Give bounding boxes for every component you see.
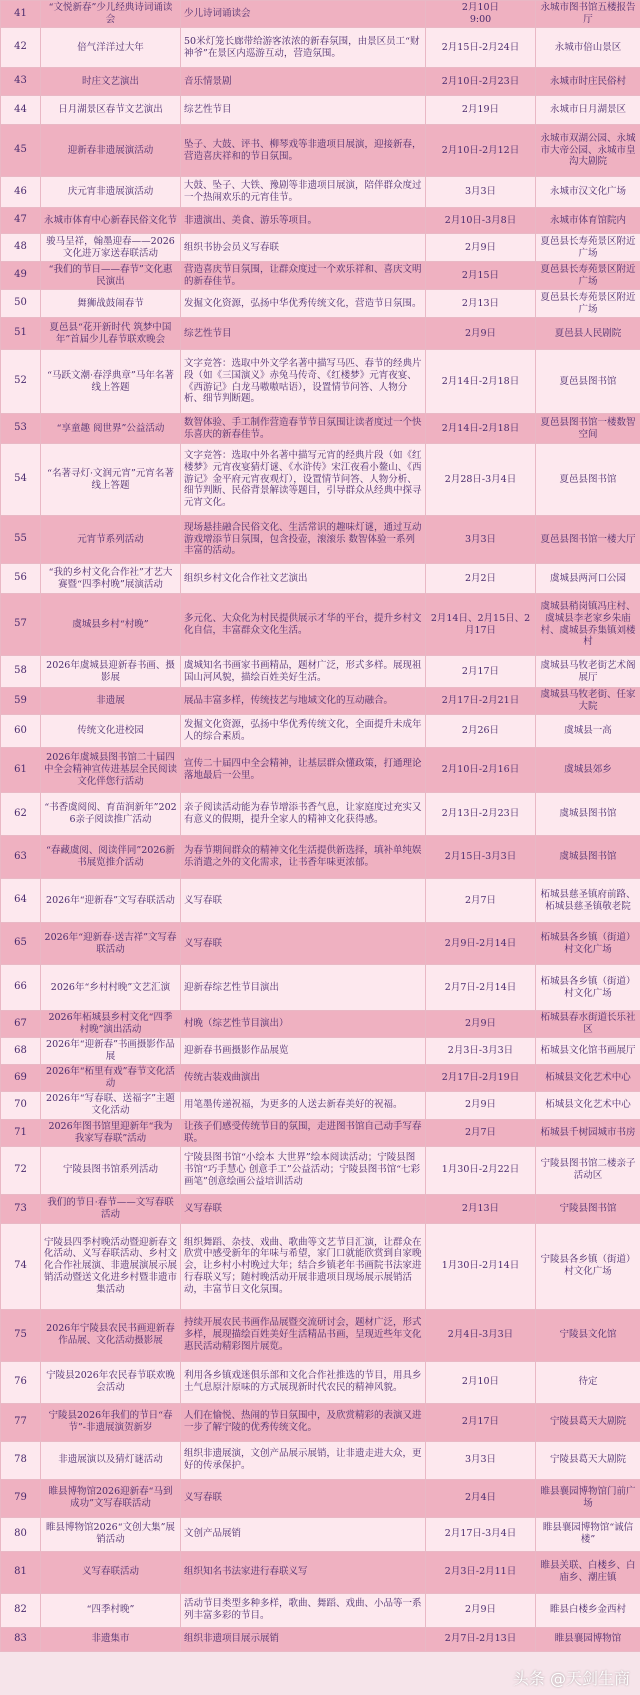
table-row [1, 965, 640, 1011]
event-place: 夏邑县长寿苑景区附近广场 [536, 290, 640, 318]
event-name: 2026年柘城县乡村文化“四季村晚”演出活动 [41, 1011, 181, 1038]
row-number: 57 [1, 594, 41, 656]
event-name: 夏邑县“花开新时代 筑梦中国年”首届少儿春节联欢晚会 [41, 318, 181, 350]
event-name: 宁陵县2026年农民春节联欢晚会活动 [41, 1361, 181, 1403]
row-number: 42 [1, 28, 41, 68]
event-time: 2月17日-2月19日 [426, 1065, 536, 1092]
row-number: 43 [1, 68, 41, 96]
event-time: 2月17日 [426, 1403, 536, 1441]
row-number: 83 [1, 1627, 41, 1651]
event-content: 数智体验、手工制作营造春节节日氛围让读者度过一个快乐喜庆的新春佳节。 [181, 414, 426, 444]
event-content: 让孩子们感受传统节日的氛围，走进图书馆自己动手写春联。 [181, 1119, 426, 1146]
row-number: 73 [1, 1194, 41, 1223]
event-place: 宁陵县葛天大剧院 [536, 1441, 640, 1479]
event-name: 宁陵县四季村晚活动暨迎新春文化活动、义写春联活动、乡村文化合作社展演、非遗展演展示展销活动暨送文化进乡村暨非遗市集活动 [41, 1223, 181, 1309]
event-name: 睢县博物馆2026“文创大集”展销活动 [41, 1517, 181, 1551]
event-name: “享童趣 阅世界”公益活动 [41, 414, 181, 444]
table-row [1, 923, 640, 965]
event-time: 2月13日-2月23日 [426, 793, 536, 836]
event-place: 睢县关联、白楼乡、白庙乡、潮庄镇 [536, 1551, 640, 1593]
event-content: 义写春联 [181, 923, 426, 965]
row-number: 76 [1, 1361, 41, 1403]
event-name: 2026年“写春联、送福字”主题文化活动 [41, 1091, 181, 1119]
event-name: 日月湖景区春节文艺演出 [41, 96, 181, 125]
event-place: 夏邑县图书馆 [536, 444, 640, 516]
table-row [1, 688, 640, 715]
event-place: 柘城县千树园城市书房 [536, 1119, 640, 1146]
row-number: 55 [1, 516, 41, 564]
row-number: 61 [1, 748, 41, 793]
event-name: 元宵节系列活动 [41, 516, 181, 564]
event-content: 组织非遗项目展示展销 [181, 1627, 426, 1651]
row-number: 69 [1, 1065, 41, 1092]
table-row [1, 208, 640, 234]
event-place: 永城市汉文化广场 [536, 177, 640, 208]
event-place: 永城市双湖公园、永城市大帝公园、永城市皇沟大剧院 [536, 125, 640, 177]
event-name: 时庄文艺演出 [41, 68, 181, 96]
event-name: “书香虞阅阅、育苗润新年”2026亲子阅读推广活动 [41, 793, 181, 836]
row-number: 50 [1, 290, 41, 318]
event-name: 义写春联活动 [41, 1551, 181, 1593]
row-number: 79 [1, 1479, 41, 1517]
event-content: 迎新春书画摄影作品展览 [181, 1038, 426, 1065]
row-number: 74 [1, 1223, 41, 1309]
event-time: 2月10日-2月16日 [426, 748, 536, 793]
row-number: 58 [1, 656, 41, 688]
event-place: 柘城县各乡镇（街道）村文化广场 [536, 923, 640, 965]
event-time: 1月30日-2月14日 [426, 1223, 536, 1309]
table-row [1, 1223, 640, 1309]
table-row [1, 1403, 640, 1441]
event-content: 坠子、大鼓、评书、柳琴戏等非遗项目展演，迎接新春，营造喜庆祥和的节日氛围。 [181, 125, 426, 177]
event-place: 睢县襄园博物馆门前广场 [536, 1479, 640, 1517]
row-number: 81 [1, 1551, 41, 1593]
event-name: 2026年图书馆里迎新年“我为我家写春联”活动 [41, 1119, 181, 1146]
row-number: 75 [1, 1309, 41, 1361]
event-place: 睢县襄园博物馆 [536, 1627, 640, 1651]
table-row [1, 1194, 640, 1223]
row-number: 54 [1, 444, 41, 516]
event-time: 2月3日-2月11日 [426, 1551, 536, 1593]
event-place: 柘城县文化艺术中心 [536, 1065, 640, 1092]
table-row [1, 1309, 640, 1361]
event-name: 宁陵县图书馆系列活动 [41, 1146, 181, 1194]
event-time: 2月14日-2月18日 [426, 414, 536, 444]
table-row [1, 1065, 640, 1092]
table-row [1, 1551, 640, 1593]
row-number: 63 [1, 836, 41, 879]
table-row [1, 1011, 640, 1038]
event-place: 待定 [536, 1361, 640, 1403]
table-row [1, 177, 640, 208]
event-time: 2月15日-2月24日 [426, 28, 536, 68]
event-time: 2月13日 [426, 290, 536, 318]
row-number: 51 [1, 318, 41, 350]
table-row [1, 68, 640, 96]
event-content: 利用各乡镇戏迷俱乐部和文化合作社推选的节目，用具乡土气息原汁原味的方式展现新时代农民的精神风貌。 [181, 1361, 426, 1403]
event-time: 2月10日-2月23日 [426, 68, 536, 96]
row-number: 77 [1, 1403, 41, 1441]
event-time: 2月19日 [426, 96, 536, 125]
event-name: “文悦新春”少儿经典诗词诵读会 [41, 1, 181, 28]
event-content: 综艺性节目 [181, 318, 426, 350]
event-content: 组织乡村文化合作社文艺演出 [181, 564, 426, 594]
event-content: 迎新春综艺性节目演出 [181, 965, 426, 1011]
event-time: 2月17日-2月21日 [426, 688, 536, 715]
table-row [1, 748, 640, 793]
event-name: “四季村晚” [41, 1593, 181, 1627]
event-time: 2月10日-3月8日 [426, 208, 536, 234]
event-content: 用笔墨传递祝福，为更多的人送去新春美好的祝福。 [181, 1091, 426, 1119]
row-number: 47 [1, 208, 41, 234]
row-number: 71 [1, 1119, 41, 1146]
event-time: 2月7日 [426, 1119, 536, 1146]
event-time: 3月3日 [426, 177, 536, 208]
event-place: 虞城县郊乡 [536, 748, 640, 793]
event-time: 2月9日 [426, 234, 536, 262]
event-name: “我们的节日——春节”文化惠民演出 [41, 262, 181, 290]
event-name: “春藏虞阅、阅读伴同”2026新书展览推介活动 [41, 836, 181, 879]
event-time: 2月4日 [426, 1479, 536, 1517]
event-content: 亲子阅读活动能为春节增添书香气息，让家庭度过充实又有意义的假期，提升全家人的精神文化获得感。 [181, 793, 426, 836]
event-time: 2月26日 [426, 715, 536, 748]
table-row [1, 1517, 640, 1551]
table-row [1, 1627, 640, 1651]
event-place: 宁陵县各乡镇（街道）村文化广场 [536, 1223, 640, 1309]
table-row [1, 1119, 640, 1146]
event-content: 文字竞答：选取中外文学名著中描写马匹、春节的经典片段（如《三国演义》赤兔马传奇、《红楼梦》元宵夜宴、《西游记》白龙马嗷嗷咕语），设置情节问答、人物分析、细节判断题。 [181, 350, 426, 414]
event-name: “我的乡村文化合作社”才艺大赛暨“四季村晚”展演活动 [41, 564, 181, 594]
event-name: 2026年“迎新春”文写春联活动 [41, 879, 181, 923]
event-place: 柘城县文化馆书画展厅 [536, 1038, 640, 1065]
event-content: 义写春联 [181, 1479, 426, 1517]
event-name: 骏马呈祥，翰墨迎春——2026文化进万家送春联活动 [41, 234, 181, 262]
event-place: 夏邑县图书馆一楼大厅 [536, 516, 640, 564]
event-content: 非遗演出、美食、游乐等项目。 [181, 208, 426, 234]
table-row [1, 879, 640, 923]
event-name: 2026年“柘里有戏”春节文化活动 [41, 1065, 181, 1092]
event-name: 2026年宁陵县农民书画迎新春作品展、文化活动摄影展 [41, 1309, 181, 1361]
event-place: 虞城县稍岗镇冯庄村、虞城县李老家乡朱庙村、虞城县乔集镇刘楼村 [536, 594, 640, 656]
row-number: 80 [1, 1517, 41, 1551]
row-number: 56 [1, 564, 41, 594]
event-name: 2026年“迎新春”书画摄影作品展 [41, 1038, 181, 1065]
row-number: 64 [1, 879, 41, 923]
event-time: 1月30日-2月22日 [426, 1146, 536, 1194]
event-time: 2月3日-3月3日 [426, 1038, 536, 1065]
event-content: 文创产品展销 [181, 1517, 426, 1551]
event-time: 2月9日 [426, 1011, 536, 1038]
row-number: 70 [1, 1091, 41, 1119]
event-content: 多元化、大众化为村民提供展示才华的平台，提升乡村文化自信，丰富群众文化生活。 [181, 594, 426, 656]
event-place: 夏邑县图书馆一楼数智空间 [536, 414, 640, 444]
event-content: 传统古装戏曲演出 [181, 1065, 426, 1092]
row-number: 62 [1, 793, 41, 836]
table-row [1, 1361, 640, 1403]
event-time: 2月10日 9:00 [426, 1, 536, 28]
event-time: 2月10日 [426, 1361, 536, 1403]
row-number: 72 [1, 1146, 41, 1194]
table-row [1, 28, 640, 68]
event-name: 永城市体育中心新春民俗文化节 [41, 208, 181, 234]
event-content: 宁陵县图书馆“小绘本 大世界”绘本阅读活动；宁陵县图书馆“巧手慧心 创意手工”公益活动；宁陵县图书馆“七彩画笔”创意绘画公益培训活动 [181, 1146, 426, 1194]
table-row [1, 594, 640, 656]
event-place: 虞城县马牧老街、任家大院 [536, 688, 640, 715]
event-content: 村晚（综艺性节目演出） [181, 1011, 426, 1038]
event-time: 2月9日 [426, 1593, 536, 1627]
event-time: 2月14日、2月15日、2月17日 [426, 594, 536, 656]
event-time: 2月7日-2月13日 [426, 1627, 536, 1651]
event-place: 永城市图书馆五楼报告厅 [536, 1, 640, 28]
event-place: 夏邑县长寿苑景区附近广场 [536, 234, 640, 262]
event-place: 柘城县慈圣镇府前路、柘城县慈圣镇敬老院 [536, 879, 640, 923]
table-row [1, 656, 640, 688]
event-time: 2月28日-3月4日 [426, 444, 536, 516]
event-name: 2026年虞城县图书馆二十届四中全会精神宣传进基层全民阅读文化伴您行活动 [41, 748, 181, 793]
table-row [1, 1091, 640, 1119]
table-row [1, 793, 640, 836]
table-row [1, 290, 640, 318]
event-place: 虞城县图书馆 [536, 836, 640, 879]
table-row [1, 350, 640, 414]
event-name: 舞狮战鼓闹春节 [41, 290, 181, 318]
table-row [1, 836, 640, 879]
event-content: 音乐情景剧 [181, 68, 426, 96]
event-time: 2月14日-2月18日 [426, 350, 536, 414]
event-content: 文字竞答：选取中外名著中描写元宵的经典片段（如《红楼梦》元宵夜宴猜灯谜、《水浒传》宋江夜看小鳌山、《西游记》金平府元宵夜观灯），设置情节问答、人物分析、细节判断、民俗背景解读等题目，引导群众从经典中探寻元宵文化。 [181, 444, 426, 516]
event-place: 夏邑县人民剧院 [536, 318, 640, 350]
table-row [1, 1479, 640, 1517]
event-time: 3月3日 [426, 1441, 536, 1479]
event-content: 虞城知名书画家书画精品，题材广泛，形式多样。展现祖国山河风貌，描绘百姓美好生活。 [181, 656, 426, 688]
event-time: 2月9日 [426, 1091, 536, 1119]
event-time: 2月10日-2月12日 [426, 125, 536, 177]
row-number: 68 [1, 1038, 41, 1065]
table-row [1, 564, 640, 594]
table-row [1, 125, 640, 177]
event-name: 倍气洋洋过大年 [41, 28, 181, 68]
event-time: 2月13日 [426, 1194, 536, 1223]
table-row [1, 1146, 640, 1194]
event-place: 宁陵县文化馆 [536, 1309, 640, 1361]
event-place: 柘城县各乡镇（街道）村文化广场 [536, 965, 640, 1011]
table-row [1, 1441, 640, 1479]
event-time: 2月4日-3月3日 [426, 1309, 536, 1361]
event-content: 少儿诗词诵读会 [181, 1, 426, 28]
table-row [1, 318, 640, 350]
row-number: 45 [1, 125, 41, 177]
event-name: 迎新春非遗展演活动 [41, 125, 181, 177]
row-number: 44 [1, 96, 41, 125]
row-number: 49 [1, 262, 41, 290]
watermark-handle: @天剑生商 [549, 1669, 630, 1688]
event-place: 宁陵县图书馆二楼亲子活动区 [536, 1146, 640, 1194]
row-number: 59 [1, 688, 41, 715]
event-name: 传统文化进校园 [41, 715, 181, 748]
event-place: 柘城县春水街道长乐社区 [536, 1011, 640, 1038]
table-row [1, 414, 640, 444]
event-name: 虞城县乡村“村晚” [41, 594, 181, 656]
event-place: 柘城县文化艺术中心 [536, 1091, 640, 1119]
event-content: 发掘文化资源，弘扬中华优秀传统文化，营造节日氛围。 [181, 290, 426, 318]
event-content: 50米灯笼长廊带给游客浓浓的新春氛围，由景区员工“财神爷”在景区内巡游互动，营造氛围。 [181, 28, 426, 68]
event-content: 义写春联 [181, 879, 426, 923]
event-time: 2月15日 [426, 262, 536, 290]
event-time: 2月7日 [426, 879, 536, 923]
event-content: 宣传二十届四中全会精神，让基层群众懂政策，打通理论落地最后一公里。 [181, 748, 426, 793]
event-name: 宁陵县2026年我们的节日“春节”-非遗展演贺新岁 [41, 1403, 181, 1441]
row-number: 52 [1, 350, 41, 414]
event-content: 为春节期间群众的精神文化生活提供新选择，填补单纯娱乐消遣之外的文化需求，让书香年味更浓郁。 [181, 836, 426, 879]
event-name: 2026年虞城县迎新春书画、摄影展 [41, 656, 181, 688]
table-row [1, 516, 640, 564]
row-number: 78 [1, 1441, 41, 1479]
event-time: 2月7日-2月14日 [426, 965, 536, 1011]
row-number: 41 [1, 1, 41, 28]
event-place: 虞城县两河口公园 [536, 564, 640, 594]
event-content: 活动节目类型多种多样，歌曲、舞蹈、戏曲、小品等一系列丰富多彩的节目。 [181, 1593, 426, 1627]
event-content: 组织舞蹈、杂技、戏曲、歌曲等文艺节目汇演，让群众在欣赏中感受新年的年味与希望，家门口就能欣赏到自家晚会，让乡村小村晚过大年；结合乡镇老年书画院书法家进行春联义写；随村晚活动开展非遗项目现场展示展销活动，丰富节日文化氛围。 [181, 1223, 426, 1309]
event-name: 我们的节日·春节——文写春联活动 [41, 1194, 181, 1223]
table-row [1, 96, 640, 125]
event-name: 睢县博物馆2026迎新春“马到成功”文写春联活动 [41, 1479, 181, 1517]
event-place: 永城市时庄民俗村 [536, 68, 640, 96]
event-time: 2月2日 [426, 564, 536, 594]
row-number: 53 [1, 414, 41, 444]
table-row [1, 1, 640, 28]
event-content: 组织书协会员义写春联 [181, 234, 426, 262]
event-name: 2026年“迎新春·送吉祥”文写春联活动 [41, 923, 181, 965]
event-content: 组织知名书法家进行春联义写 [181, 1551, 426, 1593]
row-number: 66 [1, 965, 41, 1011]
event-name: 非遗集市 [41, 1627, 181, 1651]
table-row [1, 262, 640, 290]
event-content: 综艺性节目 [181, 96, 426, 125]
event-place: 宁陵县葛天大剧院 [536, 1403, 640, 1441]
event-place: 夏邑县长寿苑景区附近广场 [536, 262, 640, 290]
event-place: 永城市倍山景区 [536, 28, 640, 68]
table-row [1, 234, 640, 262]
row-number: 67 [1, 1011, 41, 1038]
row-number: 60 [1, 715, 41, 748]
event-place: 永城市体育馆院内 [536, 208, 640, 234]
event-place: 睢县襄园博物馆“诚信楼” [536, 1517, 640, 1551]
table-row [1, 1593, 640, 1627]
event-content: 持续开展农民书画作品展暨交流研讨会，题材广泛，形式多样，展现描绘百姓美好生活精品书画，呈现近些年文化惠民活动精彩图片展览。 [181, 1309, 426, 1361]
row-number: 46 [1, 177, 41, 208]
table-row [1, 1038, 640, 1065]
event-content: 组织非遗展演，文创产品展示展销，让非遗走进大众，更好的传承保护。 [181, 1441, 426, 1479]
event-content: 大鼓、坠子、大铁、豫剧等非遗项目展演，陪伴群众度过一个热闹欢乐的元宵佳节。 [181, 177, 426, 208]
event-place: 宁陵县图书馆 [536, 1194, 640, 1223]
event-time: 3月3日 [426, 516, 536, 564]
row-number: 65 [1, 923, 41, 965]
event-content: 发掘文化资源，弘扬中华优秀传统文化，全面提升未成年人的综合素质。 [181, 715, 426, 748]
event-name: 2026年“乡村村晚”文艺汇演 [41, 965, 181, 1011]
event-time: 2月15日-3月3日 [426, 836, 536, 879]
row-number: 48 [1, 234, 41, 262]
event-content: 现场悬挂融合民俗文化、生活常识的趣味灯谜，通过互动游戏增添节日氛围，包含投壶，滚滚乐 数智体验一系列丰富的活动。 [181, 516, 426, 564]
event-content: 展品丰富多样，传统技艺与地域文化的互动融合。 [181, 688, 426, 715]
watermark [513, 1666, 630, 1689]
event-place: 夏邑县图书馆 [536, 350, 640, 414]
event-place: 永城市日月湖景区 [536, 96, 640, 125]
event-place: 虞城县一高 [536, 715, 640, 748]
table-row [1, 444, 640, 516]
event-name: “马跃文潮·春浮典章”马年名著线上答题 [41, 350, 181, 414]
event-time: 2月17日-3月4日 [426, 1517, 536, 1551]
event-content: 人们在愉悦、热闹的节日氛围中，及欣赏精彩的表演又进一步了解宁陵的优秀传统文化。 [181, 1403, 426, 1441]
event-name: 庆元宵非遗展演活动 [41, 177, 181, 208]
event-place: 虞城县马牧老街艺术阁展厅 [536, 656, 640, 688]
event-place: 虞城县图书馆 [536, 793, 640, 836]
event-table-body [1, 1, 640, 1652]
table-row [1, 715, 640, 748]
event-time: 2月9日 [426, 318, 536, 350]
event-name: “名著寻灯·文润元宵”元宵名著线上答题 [41, 444, 181, 516]
watermark-platform: 头条 [512, 1669, 545, 1688]
event-name: 非遗展演以及猜灯谜活动 [41, 1441, 181, 1479]
event-time: 2月17日 [426, 656, 536, 688]
event-name: 非遗展 [41, 688, 181, 715]
event-content: 营造喜庆节日氛围，让群众度过一个欢乐祥和、喜庆文明的新春佳节。 [181, 262, 426, 290]
event-content: 义写春联 [181, 1194, 426, 1223]
event-time: 2月9日-2月14日 [426, 923, 536, 965]
event-place: 睢县白楼乡金西村 [536, 1593, 640, 1627]
row-number: 82 [1, 1593, 41, 1627]
